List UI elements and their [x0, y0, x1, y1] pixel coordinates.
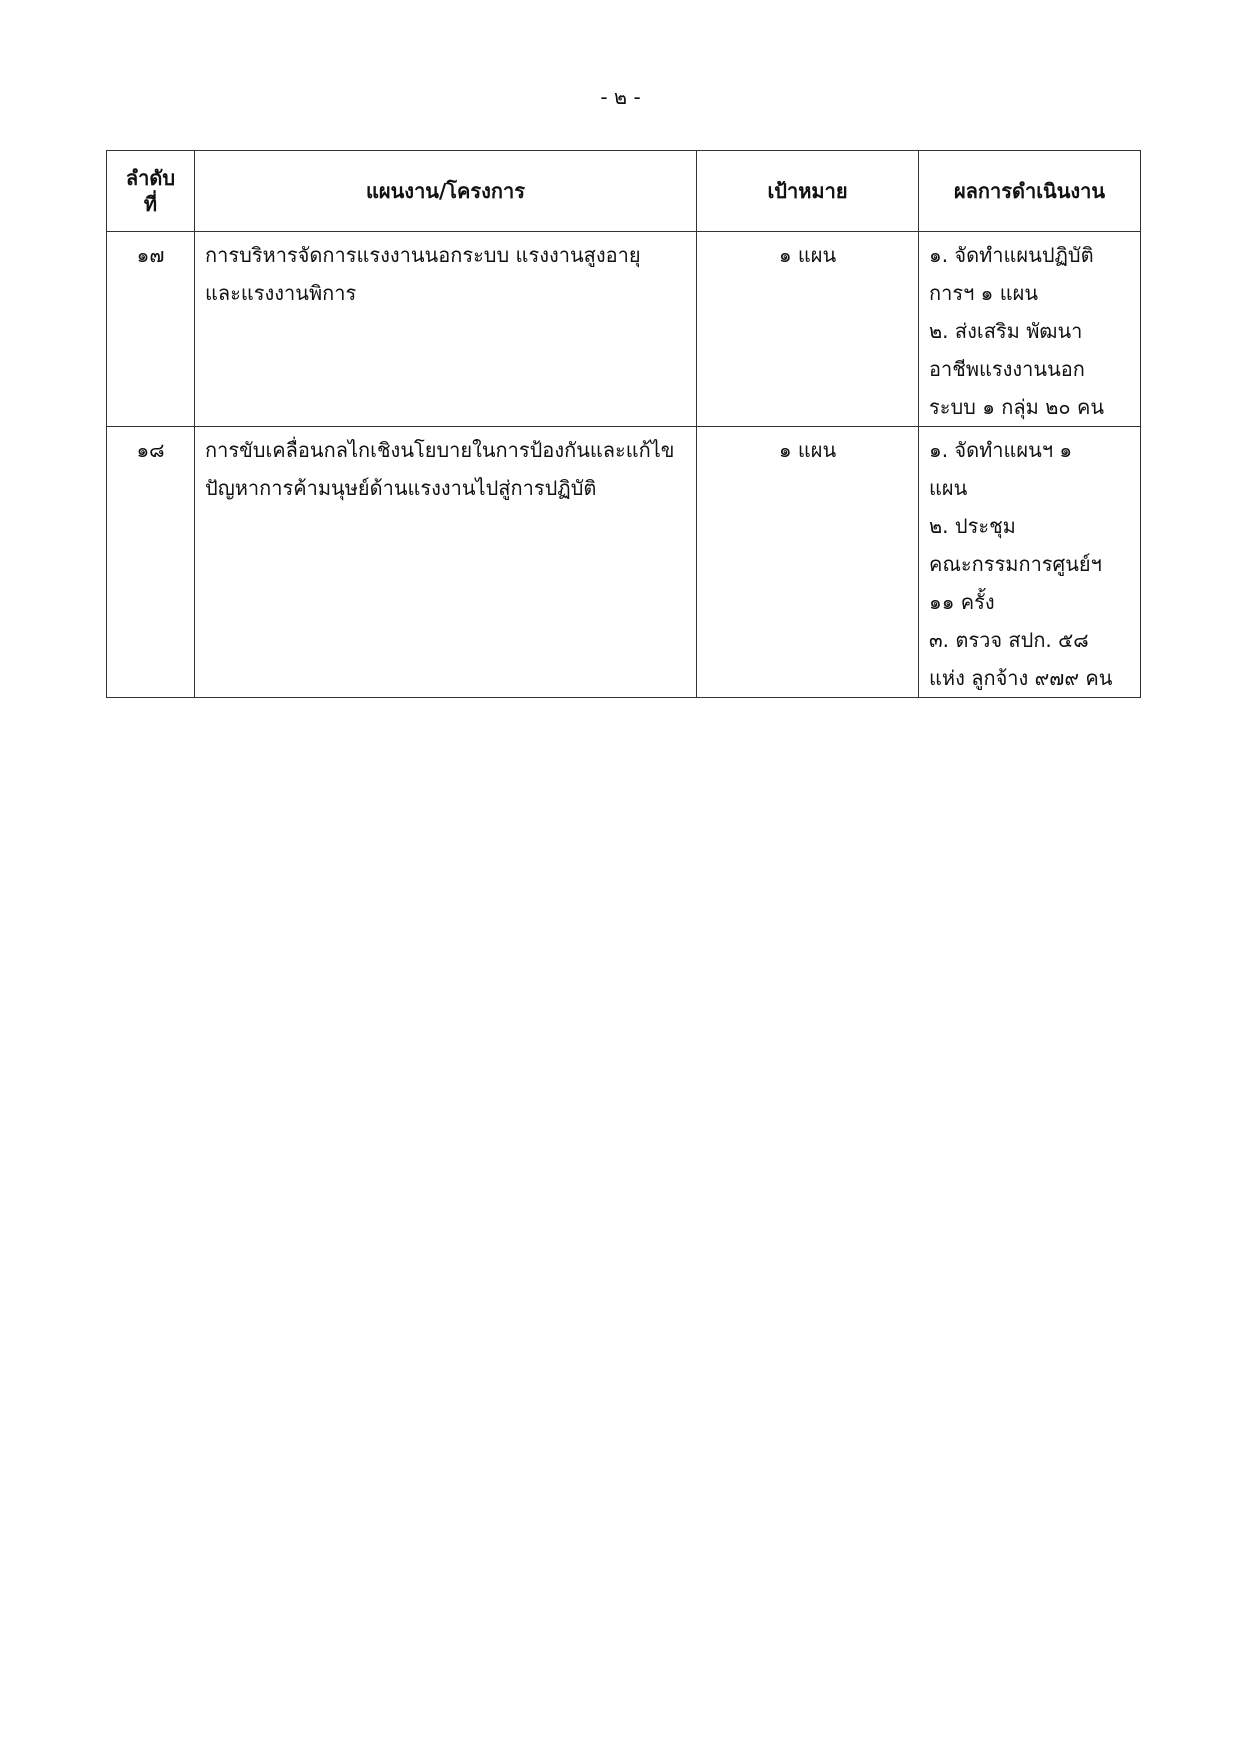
row-target: ๑ แผน	[697, 427, 919, 698]
performance-table	[106, 150, 1141, 698]
row-plan	[195, 427, 697, 698]
page-number: - ๒ -	[600, 85, 641, 109]
header-sequence-no-line2: ที่	[143, 192, 158, 216]
row-sequence-no: ๑๗	[107, 232, 195, 427]
header-sequence-no	[107, 151, 195, 232]
result-line: ระบบ ๑ กลุ่ม ๒๐ คน	[929, 395, 1104, 419]
result-line: ๒. ส่งเสริม พัฒนา	[929, 319, 1083, 343]
plan-line: ปัญหาการค้ามนุษย์ด้านแรงงานไปสู่การปฏิบัติ	[205, 476, 597, 500]
result-line: การฯ ๑ แผน	[929, 281, 1039, 305]
result-line: ๑. จัดทำแผนฯ ๑	[929, 438, 1073, 462]
row-result	[919, 427, 1141, 698]
plan-line: การบริหารจัดการแรงงานนอกระบบ แรงงานสูงอายุ	[205, 243, 641, 267]
result-line: ๑๑ ครั้ง	[929, 590, 995, 614]
result-line: แผน	[929, 476, 968, 500]
result-line: ๑. จัดทำแผนปฏิบัติ	[929, 243, 1094, 267]
result-line: ๓. ตรวจ สปก. ๕๘	[929, 628, 1089, 652]
plan-line: และแรงงานพิการ	[205, 281, 357, 305]
header-result: ผลการดำเนินงาน	[919, 151, 1141, 232]
result-line: ๒. ประชุม	[929, 514, 1016, 538]
row-result	[919, 232, 1141, 427]
plan-line: การขับเคลื่อนกลไกเชิงนโยบายในการป้องกันและแก้ไข	[205, 438, 675, 462]
result-line: อาชีพแรงงานนอก	[929, 357, 1085, 381]
table-header-row	[107, 151, 1141, 232]
table-row	[107, 427, 1141, 698]
header-target: เป้าหมาย	[697, 151, 919, 232]
row-plan	[195, 232, 697, 427]
result-line: คณะกรรมการศูนย์ฯ	[929, 552, 1102, 576]
table-row	[107, 232, 1141, 427]
result-line: แห่ง ลูกจ้าง ๙๗๙ คน	[929, 666, 1113, 690]
header-sequence-no-line1: ลำดับ	[125, 166, 176, 190]
header-plan: แผนงาน/โครงการ	[195, 151, 697, 232]
row-sequence-no: ๑๘	[107, 427, 195, 698]
row-target: ๑ แผน	[697, 232, 919, 427]
